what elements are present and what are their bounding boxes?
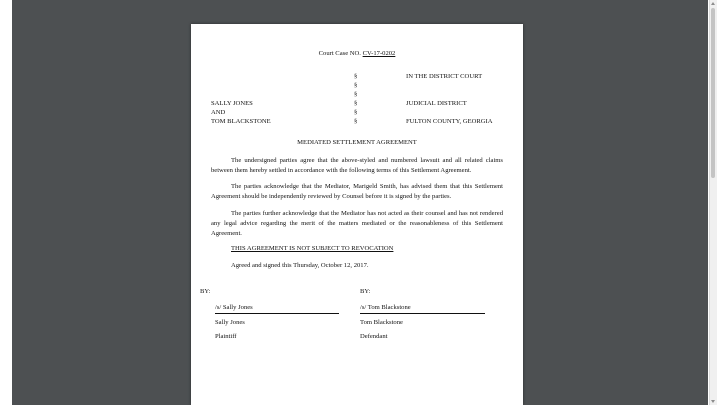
paragraph-2 bbox=[211, 182, 503, 202]
revocation-notice: THIS AGREEMENT IS NOT SUBJECT TO REVOCATION bbox=[231, 245, 394, 252]
case-number: CV-17-0202 bbox=[362, 50, 396, 57]
plaintiff-name: Sally Jones bbox=[215, 319, 245, 326]
case-prefix: Court Case NO. bbox=[318, 50, 363, 57]
document-title: MEDIATED SETTLEMENT AGREEMENT bbox=[297, 139, 417, 146]
defendant-signature: /s/ Tom Blackstone bbox=[360, 304, 411, 311]
paragraph-1 bbox=[211, 156, 503, 176]
plaintiff-signature-line bbox=[215, 303, 339, 314]
judicial-district: JUDICIAL DISTRICT bbox=[406, 100, 467, 107]
scroll-down-icon[interactable] bbox=[711, 400, 715, 403]
signed-date-line: Agreed and signed this Thursday, October 12, 2017. bbox=[231, 262, 369, 269]
defendant-role: Defendant bbox=[360, 333, 388, 340]
scroll-up-icon[interactable] bbox=[711, 2, 715, 5]
paragraph-2-text: The parties acknowledge that the Mediator, Marigeld Smith, has advised them that this Settlement Agreement should be independently reviewed by Counsel before it is signed by the parties. bbox=[211, 183, 503, 200]
party-and: AND bbox=[211, 109, 226, 116]
plaintiff-by-label: BY: bbox=[200, 288, 211, 295]
party-defendant: TOM BLACKSTONE bbox=[211, 118, 271, 125]
left-frame-edge bbox=[0, 0, 12, 405]
plaintiff-role: Plaintiff bbox=[215, 333, 237, 340]
document-page bbox=[191, 24, 523, 405]
court-name: IN THE DISTRICT COURT bbox=[406, 73, 483, 80]
section-symbol: § bbox=[354, 91, 358, 98]
plaintiff-signature: /s/ Sally Jones bbox=[215, 304, 253, 311]
section-symbol: § bbox=[354, 109, 358, 116]
paragraph-1-text: The undersigned parties agree that the above-styled and numbered lawsuit and all related claims between them hereby settled in accordance with the following terms of this Settlement Agreement. bbox=[211, 157, 503, 174]
party-plaintiff: SALLY JONES bbox=[211, 100, 253, 107]
defendant-name: Tom Blackstone bbox=[360, 319, 403, 326]
defendant-by-label: BY: bbox=[360, 288, 371, 295]
defendant-signature-line bbox=[360, 303, 485, 314]
section-symbol: § bbox=[354, 73, 358, 80]
section-symbol: § bbox=[354, 100, 358, 107]
county-state: FULTON COUNTY, GEORGIA bbox=[406, 118, 493, 125]
vertical-scrollbar[interactable] bbox=[709, 0, 717, 405]
case-number-line bbox=[191, 49, 523, 59]
paragraph-3-text: The parties further acknowledge that the Mediator has not acted as their counsel and has not rendered any legal advice regarding the merit of the matters mediated or the reasonableness of this Settlement Agreement. bbox=[211, 210, 503, 237]
scrollbar-thumb[interactable] bbox=[711, 8, 715, 178]
paragraph-3 bbox=[211, 209, 503, 239]
section-symbol: § bbox=[354, 118, 358, 125]
section-symbol: § bbox=[354, 82, 358, 89]
